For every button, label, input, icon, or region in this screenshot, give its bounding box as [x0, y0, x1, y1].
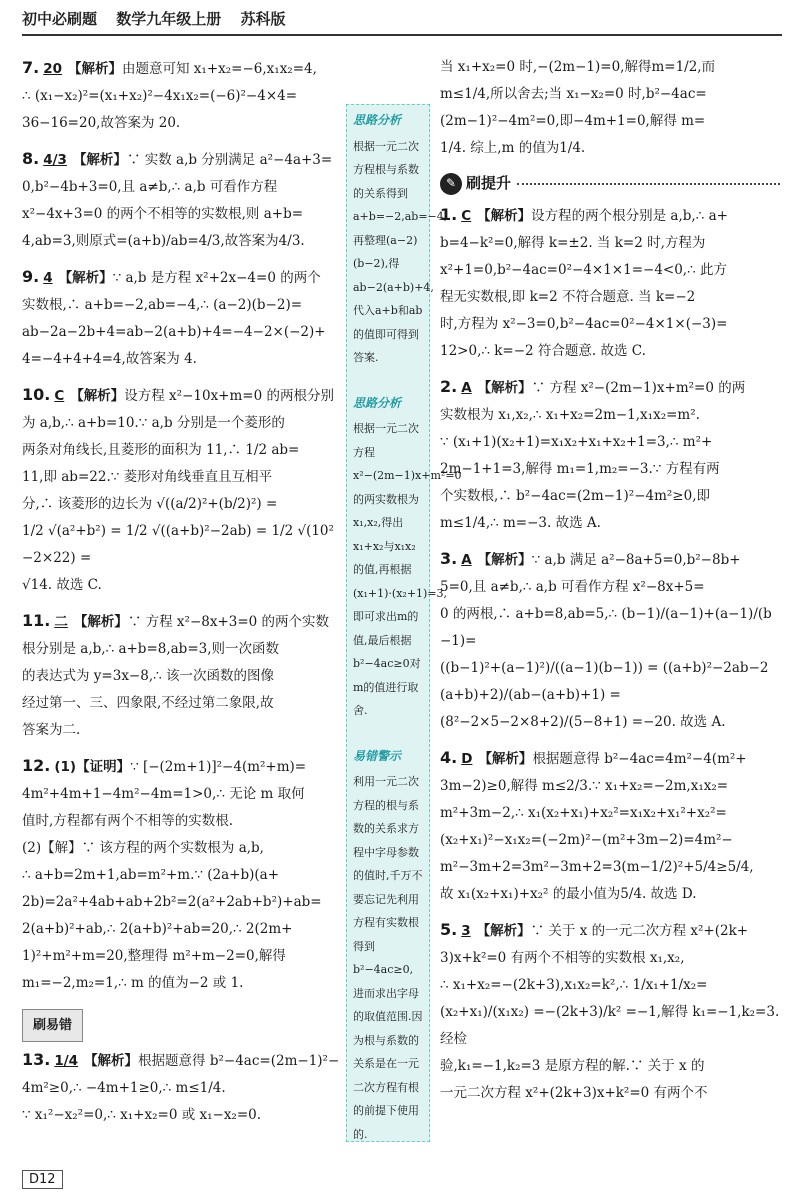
- problem-number: 8.: [22, 149, 40, 168]
- left-problem: [22, 752, 342, 997]
- analysis-tag: 【解析】: [58, 270, 113, 286]
- solution-line: 1/4. 综上,m 的值为1/4.: [440, 140, 586, 156]
- solution-line: [440, 999, 780, 1053]
- answer-blank: 4: [43, 270, 53, 286]
- solution-text: (x₂+x₁)/(x₁x₂) =−(2k+3)/k² =−1,解得 k₁=−1,k₂=3. 经检: [440, 1004, 780, 1047]
- solution-text: 0,b²−4b+3=0,且 a≠b,∴ a,b 可看作方程: [22, 179, 278, 195]
- solution-text: 根据题意得 b²−4ac=4m²−4(m²+: [532, 751, 747, 767]
- solution-line: [440, 230, 780, 257]
- solution-text: 两条对角线长,且菱形的面积为 11,∴ 1/2 ab=: [22, 442, 300, 458]
- analysis-tag: 【解析】: [477, 380, 532, 396]
- solution-text: 值时,方程都有两个不相等的实数根.: [22, 813, 234, 829]
- problem-number: 2.: [440, 377, 458, 396]
- solution-line: [440, 483, 780, 510]
- analysis-tag: 【解析】: [68, 61, 123, 77]
- solution-text: 设方程 x²−10x+m=0 的两根分别: [124, 388, 334, 404]
- solution-line: (2m−1)²−4m²=0,即−4m+1=0,解得 m=: [440, 113, 706, 129]
- solution-line: [22, 292, 342, 319]
- problem-number: 11.: [22, 611, 51, 630]
- left-problem: [22, 145, 342, 255]
- solution-line: [440, 773, 780, 800]
- solution-line: [22, 862, 342, 889]
- right-problem: [440, 545, 780, 736]
- solution-line: [22, 464, 342, 491]
- right-column: [440, 54, 780, 1115]
- problem-number: 10.: [22, 385, 51, 404]
- solution-text: 1/2 √(a²+b²) = 1/2 √((a+b)²−2ab) = 1/2 √(10²−2×22) =: [22, 523, 334, 566]
- solution-text: m²−3m+2=3m²−3m+2=3(m−1/2)²+5/4≥5/4,: [440, 859, 754, 875]
- solution-line: [22, 410, 342, 437]
- solution-line: [22, 781, 342, 808]
- analysis-tag: (1)【证明】: [54, 759, 131, 775]
- solution-line: [440, 655, 780, 709]
- note-title: 易错警示: [353, 748, 402, 763]
- problem-number: 4.: [440, 748, 458, 767]
- solution-line: [440, 972, 780, 999]
- solution-line: [22, 1075, 342, 1102]
- solution-line: [22, 174, 342, 201]
- right-problem: [440, 201, 780, 365]
- solution-text: ∵ a,b 是方程 x²+2x−4=0 的两个: [112, 270, 321, 286]
- solution-text: 实数根为 x₁,x₂,∴ x₁+x₂=2m−1,x₁x₂=m².: [440, 407, 700, 423]
- solution-text: ∵ x₁²−x₂²=0,∴ x₁+x₂=0 或 x₁−x₂=0.: [22, 1107, 262, 1123]
- solution-line: [440, 709, 780, 736]
- solution-text: ((b−1)²+(a−1)²)/((a−1)(b−1)) = ((a+b)²−2ab−2(a+b)+2)/(ab−(a+b)+1) =: [440, 660, 769, 703]
- note-title: 思路分析: [353, 113, 402, 127]
- problem-number: 3.: [440, 549, 458, 568]
- section-label-mistakes: 刷易错: [22, 1009, 83, 1042]
- solution-line: [22, 636, 342, 663]
- solution-text: 11,即 ab=22.∵ 菱形对角线垂直且互相平: [22, 469, 273, 485]
- solution-text: 一元二次方程 x²+(2k+3)x+k²=0 有两个不: [440, 1085, 708, 1101]
- solution-text: 故 x₁(x₂+x₁)+x₂² 的最小值为5/4. 故选 D.: [440, 886, 697, 902]
- solution-text: ∵ (x₁+1)(x₂+1)=x₁x₂+x₁+x₂+1=3,∴ m²+: [440, 434, 713, 450]
- solution-text: (2)【解】∵ 该方程的两个实数根为 a,b,: [22, 840, 264, 856]
- answer-blank: A: [461, 552, 472, 568]
- series-title: 初中必刷题: [22, 10, 98, 28]
- solution-text: ∵ 实数 a,b 分别满足 a²−4a+3=: [126, 152, 333, 168]
- note-text: 根据一元二次方程x²−(2m−1)x+m²=0的两实数根为x₁,x₂,得出x₁+x₂与x₁x₂的值,再根据(x₁+1)·(x₂+1)=3,即可求出m的值,最后根据b²−4ac≥0对m的值进行取舍.: [353, 422, 462, 717]
- right-problem: [440, 916, 780, 1107]
- solution-text: x²−4x+3=0 的两个不相等的实数根,则 a+b=: [22, 206, 304, 222]
- note-title: 思路分析: [353, 395, 402, 410]
- answer-blank: D: [461, 751, 473, 767]
- analysis-tag: 【解析】: [84, 1053, 139, 1069]
- solution-text: m²+3m−2,∴ x₁(x₂+x₁)+x₂²=x₁x₂+x₁²+x₂²=: [440, 805, 727, 821]
- analysis-tag: 【解析】: [70, 388, 125, 404]
- solution-text: ∵ 关于 x 的一元二次方程 x²+(2k+: [530, 923, 749, 939]
- solution-line: [440, 1080, 780, 1107]
- problem-number: 1.: [440, 205, 458, 224]
- solution-text: ∵ 方程 x²−(2m−1)x+m²=0 的两: [531, 380, 746, 396]
- solution-text: 答案为二.: [22, 722, 81, 738]
- solution-line: [22, 943, 342, 970]
- solution-line: [440, 601, 780, 655]
- section-title: 刷提升: [466, 174, 512, 192]
- solution-text: ∴ x₁+x₂=−(2k+3),x₁x₂=k²,∴ 1/x₁+1/x₂=: [440, 977, 708, 993]
- solution-text: 根分别是 a,b,∴ a+b=8,ab=3,则一次函数: [22, 641, 280, 657]
- solution-line: [22, 228, 342, 255]
- solution-line: [440, 574, 780, 601]
- analysis-tag: 【解析】: [476, 923, 531, 939]
- solution-line: [440, 338, 780, 365]
- solution-line: [22, 808, 342, 835]
- solution-text: 根据题意得 b²−4ac=(2m−1)²−: [138, 1053, 340, 1069]
- solution-line: [22, 752, 342, 781]
- solution-text: ab−2a−2b+4=ab−2(a+b)+4=−4−2×(−2)+: [22, 324, 326, 340]
- solution-text: 4,ab=3,则原式=(a+b)/ab=4/3,故答案为4/3.: [22, 233, 305, 249]
- solution-text: ∴ a+b=2m+1,ab=m²+m.∵ (2a+b)(a+: [22, 867, 280, 883]
- solution-line: [440, 257, 780, 284]
- left-problem: [22, 54, 342, 137]
- left-column: [22, 54, 342, 1137]
- edition-label: 苏科版: [240, 10, 286, 28]
- answer-blank: A: [461, 380, 472, 396]
- solution-text: x²+1=0,b²−4ac=0²−4×1×1=−4<0,∴ 此方: [440, 262, 727, 278]
- analysis-tag: 【解析】: [72, 152, 127, 168]
- solution-line: [22, 83, 342, 110]
- solution-text: 3m−2)≥0,解得 m≤2/3.∵ x₁+x₂=−2m,x₁x₂=: [440, 778, 729, 794]
- solution-text: 36−16=20,故答案为 20.: [22, 115, 181, 131]
- solution-text: 2b)=2a²+4ab+ab+2b²=2(a²+2ab+b²)+ab=: [22, 894, 322, 910]
- note-text: 利用一元二次方程的根与系数的关系求方程中字母参数的值时,千万不要忘记先利用方程有实数根得到b²−4ac≥0,进而求出字母的取值范围.因为根与系数的关系是在一元二次方程有根的前提下使用的.: [353, 775, 423, 1141]
- solution-text: 4=−4+4+4=4,故答案为 4.: [22, 351, 197, 367]
- answer-blank: 20: [43, 61, 63, 77]
- solution-text: 5=0,且 a≠b,∴ a,b 可看作方程 x²−8x+5=: [440, 579, 705, 595]
- solution-line: [440, 311, 780, 338]
- solution-text: 12>0,∴ k=−2 符合题意. 故选 C.: [440, 343, 646, 359]
- solution-text: b=4−k²=0,解得 k=±2. 当 k=2 时,方程为: [440, 235, 706, 251]
- problem-number: 12.: [22, 756, 51, 775]
- solution-text: ∵ a,b 满足 a²−8a+5=0,b²−8b+: [531, 552, 741, 568]
- section-label-improve: [440, 170, 780, 197]
- solution-line: 当 x₁+x₂=0 时,−(2m−1)=0,解得m=1/2,而: [440, 59, 716, 75]
- note-text: 根据一元二次方程根与系数的关系得到a+b=−2,ab=−4,再整理(a−2)(b−2),得ab−2(a+b)+4,代入a+b和ab的值即可得到答案.: [353, 139, 448, 364]
- solution-line: [22, 970, 342, 997]
- solution-text: 2m−1+1=3,解得 m₁=1,m₂=−3.∵ 方程有两: [440, 461, 720, 477]
- answer-blank: 1/4: [54, 1053, 79, 1069]
- problem-number: 5.: [440, 920, 458, 939]
- solution-text: ∵ [−(2m+1)]²−4(m²+m)=: [130, 759, 307, 775]
- solution-line: [22, 1102, 342, 1129]
- solution-line: [22, 663, 342, 690]
- solution-line: [440, 284, 780, 311]
- solution-line: [22, 717, 342, 744]
- solution-line: [22, 835, 342, 862]
- margin-note: [347, 741, 429, 1151]
- solution-text: 2(a+b)²+ab,∴ 2(a+b)²+ab=20,∴ 2(2m+: [22, 921, 293, 937]
- right-problem: [440, 373, 780, 537]
- solution-text: (x₂+x₁)²−x₁x₂=(−2m)²−(m²+3m−2)=4m²−: [440, 832, 733, 848]
- analysis-tag: 【解析】: [478, 751, 533, 767]
- solution-text: 为 a,b,∴ a+b=10.∵ a,b 分别是一个菱形的: [22, 415, 285, 431]
- header-rule: [22, 34, 782, 36]
- solution-text: m≤1/4,∴ m=−3. 故选 A.: [440, 515, 601, 531]
- problem-number: 7.: [22, 58, 40, 77]
- solution-line: [22, 110, 342, 137]
- solution-line: [440, 854, 780, 881]
- solution-text: 4m²≥0,∴ −4m+1≥0,∴ m≤1/4.: [22, 1080, 226, 1096]
- margin-note: [347, 105, 448, 374]
- solution-line: [22, 201, 342, 228]
- solution-text: 验,k₁=−1,k₂=3 是原方程的解.∵ 关于 x 的: [440, 1058, 705, 1074]
- margin-notes-column: [346, 104, 462, 1142]
- book-title: 数学九年级上册: [116, 10, 222, 28]
- solution-line: [22, 54, 342, 83]
- solution-line: [440, 545, 780, 574]
- answer-blank: C: [461, 208, 472, 224]
- continuation-13: [440, 54, 780, 162]
- solution-line: m≤1/4,所以舍去;当 x₁−x₂=0 时,b²−4ac=: [440, 86, 707, 102]
- solution-line: [440, 429, 780, 456]
- left-problem: [22, 381, 342, 599]
- solution-text: ∴ (x₁−x₂)²=(x₁+x₂)²−4x₁x₂=(−6)²−4×4=: [22, 88, 298, 104]
- pen-icon: ✎: [440, 173, 462, 195]
- solution-line: [440, 402, 780, 429]
- solution-line: [440, 744, 780, 773]
- solution-line: [22, 319, 342, 346]
- solution-line: [22, 381, 342, 410]
- solution-text: 程无实数根,即 k=2 不符合题意. 当 k=−2: [440, 289, 696, 305]
- solution-line: [22, 572, 342, 599]
- solution-line: [22, 263, 342, 292]
- solution-text: 由题意可知 x₁+x₂=−6,x₁x₂=4,: [122, 61, 317, 77]
- solution-text: (8²−2×5−2×8+2)/(5−8+1) =−20. 故选 A.: [440, 714, 726, 730]
- solution-line: [22, 916, 342, 943]
- solution-line: [22, 690, 342, 717]
- dotted-rule: [517, 183, 780, 185]
- solution-text: 时,方程为 x²−3=0,b²−4ac=0²−4×1×(−3)=: [440, 316, 728, 332]
- solution-text: 3)x+k²=0 有两个不相等的实数根 x₁,x₂,: [440, 950, 685, 966]
- solution-line: [22, 1046, 342, 1075]
- solution-text: ∵ 方程 x²−8x+3=0 的两个实数: [127, 614, 330, 630]
- answer-blank: 4/3: [43, 152, 67, 168]
- solution-text: m₁=−2,m₂=1,∴ m 的值为−2 或 1.: [22, 975, 244, 991]
- solution-line: [22, 607, 342, 636]
- solution-line: [22, 437, 342, 464]
- solution-line: [440, 201, 780, 230]
- solution-text: 的表达式为 y=3x−8,∴ 该一次函数的图像: [22, 668, 275, 684]
- page-number: D12: [22, 1170, 63, 1189]
- solution-text: 设方程的两个根分别是 a,b,∴ a+: [531, 208, 728, 224]
- solution-line: [440, 456, 780, 483]
- solution-line: [440, 945, 780, 972]
- solution-text: 4m²+4m+1−4m²−4m=1>0,∴ 无论 m 取何: [22, 786, 305, 802]
- solution-line: [440, 881, 780, 908]
- margin-note: [347, 388, 462, 727]
- answer-blank: C: [54, 388, 65, 404]
- solution-line: [440, 800, 780, 827]
- solution-line: [440, 827, 780, 854]
- solution-line: [440, 373, 780, 402]
- left-problem: [22, 1046, 342, 1129]
- solution-text: 0 的两根,∴ a+b=8,ab=5,∴ (b−1)/(a−1)+(a−1)/(b−1)=: [440, 606, 772, 649]
- problem-number: 9.: [22, 267, 40, 286]
- solution-line: [440, 916, 780, 945]
- solution-line: [22, 145, 342, 174]
- solution-text: 经过第一、三、四象限,不经过第二象限,故: [22, 695, 274, 711]
- solution-line: [22, 491, 342, 518]
- page-header: [22, 8, 782, 48]
- answer-blank: 3: [461, 923, 471, 939]
- left-problem: [22, 607, 342, 744]
- solution-text: 1)²+m²+m=20,整理得 m²+m−2=0,解得: [22, 948, 286, 964]
- problem-number: 13.: [22, 1050, 51, 1069]
- right-problem: [440, 744, 780, 908]
- analysis-tag: 【解析】: [73, 614, 128, 630]
- solution-text: 实数根,∴ a+b=−2,ab=−4,∴ (a−2)(b−2)=: [22, 297, 303, 313]
- left-problem: [22, 263, 342, 373]
- solution-text: 个实数根,∴ b²−4ac=(2m−1)²−4m²≥0,即: [440, 488, 710, 504]
- answer-blank: 二: [54, 614, 68, 630]
- analysis-tag: 【解析】: [477, 552, 532, 568]
- solution-text: 分,∴ 该菱形的边长为 √((a/2)²+(b/2)²) =: [22, 496, 278, 512]
- solution-line: [22, 889, 342, 916]
- solution-line: [440, 1053, 780, 1080]
- solution-text: √14. 故选 C.: [22, 577, 102, 593]
- analysis-tag: 【解析】: [477, 208, 532, 224]
- solution-line: [22, 346, 342, 373]
- solution-line: [22, 518, 342, 572]
- solution-line: [440, 510, 780, 537]
